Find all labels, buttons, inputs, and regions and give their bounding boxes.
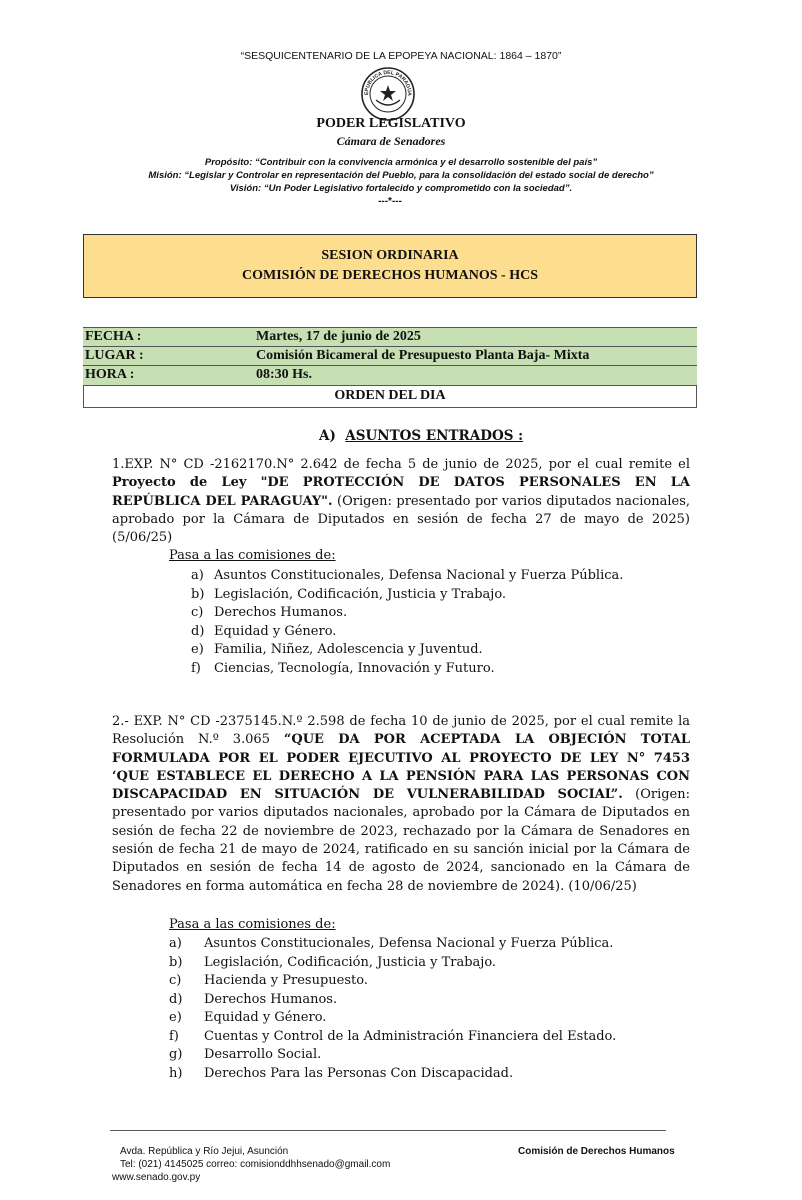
place-row [83, 347, 697, 367]
date-value: Martes, 17 de junio de 2025 [256, 329, 421, 344]
vision-statement: Visión: “Un Poder Legislativo fortalecido y comprometido con la sociedad”. [229, 183, 573, 194]
time-label: HORA : [85, 367, 135, 382]
commission-name: Equidad y Género. [204, 1010, 327, 1025]
item-2-resolution-title: “QUE DA POR ACEPTADA LA OBJECIÓN TOTAL FORMULADA POR EL PODER EJECUTIVO AL PROYECTO DE LEY N° 7453 ‘QUE ESTABLECE EL DERECHO A LA PENSIÓN PARA LAS PERSONAS CON DISCAPACIDAD EN SITUACIÓN DE VULNERABILIDAD SOCIAL”. [112, 732, 690, 803]
list-letter: e) [191, 642, 204, 657]
commission-name: Cuentas y Control de la Administración Financiera del Estado. [204, 1028, 617, 1044]
list-letter: d) [169, 991, 183, 1007]
item-1-referral-heading: Pasa a las comisiones de: [169, 548, 336, 563]
list-letter: f) [169, 1028, 179, 1044]
item-1-origin: (Origen: presentado por varios diputados nacionales, aprobado por la Cámara de Diputados en sesión de fecha 27 de mayo de 2025) (5/06/25) [112, 493, 690, 546]
commission-name: Equidad y Género. [214, 623, 337, 639]
list-letter: c) [191, 605, 204, 620]
item-1-paragraph [112, 456, 690, 547]
footer-address: Avda. República y Río Jejui, Asunción [120, 1146, 289, 1157]
commission-name: Ciencias, Tecnología, Innovación y Futuro. [214, 660, 495, 676]
session-info-table [83, 327, 697, 408]
list-letter: d) [191, 623, 205, 639]
item-2-paragraph [112, 713, 690, 896]
footer-divider [110, 1130, 666, 1131]
item-2-referral-heading: Pasa a las comisiones de: [169, 917, 336, 932]
purpose-statement: Propósito: “Contribuir con la convivencia armónica y el desarrollo sostenible del país” [204, 157, 598, 168]
item-2-origin: (Origen: presentado por varios diputados nacionales, aprobado por la Cámara de Diputados en sesión de fecha 22 de noviembre de 2023, rechazado por la Cámara de Senadores en sesión de fecha 21 de mayo de 2024, ratificado en su sanción inicial por la Cámara de Diputados en sesión de fecha 14 de agosto de 2024, sancionado en la Cámara de Senadores en forma automática en fecha 28 de noviembre de 2024). (10/06/25) [112, 787, 690, 894]
list-letter: b) [191, 586, 205, 602]
session-type: SESION ORDINARIA [321, 248, 459, 263]
time-row [83, 366, 697, 386]
item-2-intro: 2.- EXP. N° CD -2375145.N.º 2.598 de fecha 10 de junio de 2025, por el cual remite la Resolución N.º 3.065 [112, 714, 690, 748]
order-of-day-title: ORDEN DEL DIA [83, 386, 697, 408]
item-1-bill-title: Proyecto de Ley "DE PROTECCIÓN DE DATOS PERSONALES EN LA REPÚBLICA DEL PARAGUAY". [112, 475, 690, 509]
commission-name: Derechos Humanos. [214, 605, 348, 620]
separator: ---*--- [378, 196, 402, 207]
mission-statement: Misión: “Legislar y Controlar en representación del Pueblo, para la consolidación del estado social de derecho” [148, 170, 654, 181]
commission-name: Derechos Humanos. [204, 991, 338, 1007]
commission-name: Asuntos Constitucionales, Defensa Nacional y Fuerza Pública. [214, 568, 624, 583]
commission-name: Derechos Para las Personas Con Discapacidad. [204, 1065, 514, 1081]
svg-text:REPUBLICA DEL PARAGUAY: EPUBLICA DEL PARAGUA [363, 69, 413, 96]
commission-name: Familia, Niñez, Adolescencia y Juventud. [214, 642, 483, 657]
list-letter: g) [169, 1047, 183, 1062]
list-letter: e) [169, 1010, 182, 1025]
commission-name: Asuntos Constitucionales, Defensa Nacional y Fuerza Pública. [204, 936, 614, 951]
commission-name: Legislación, Codificación, Justicia y Trabajo. [204, 954, 497, 970]
list-letter: a) [169, 936, 182, 951]
institution-title: PODER LEGISLATIVO [316, 116, 466, 131]
date-row [83, 327, 697, 347]
section-title: ASUNTOS ENTRADOS : [345, 428, 524, 444]
time-value: 08:30 Hs. [256, 367, 312, 382]
list-letter: f) [191, 660, 201, 676]
chamber-name: Cámara de Senadores [336, 134, 446, 148]
list-letter: a) [191, 568, 204, 583]
national-seal-icon [360, 66, 416, 122]
list-letter: b) [169, 954, 183, 970]
footer-website-link[interactable]: www.senado.gov.py [112, 1172, 201, 1183]
item-1-intro: 1.EXP. N° CD -2162170.N° 2.642 de fecha 5 de junio de 2025, por el cual remite el [112, 457, 690, 472]
section-prefix: A) [319, 428, 336, 444]
commission-name: Hacienda y Presupuesto. [204, 973, 368, 988]
date-label: FECHA : [85, 329, 142, 344]
commission-name: Legislación, Codificación, Justicia y Trabajo. [214, 586, 507, 602]
place-label: LUGAR : [85, 347, 144, 363]
commission-name: Desarrollo Social. [204, 1047, 322, 1062]
section-heading [319, 428, 523, 444]
committee-name: COMISIÓN DE DERECHOS HUMANOS - HCS [242, 268, 538, 283]
session-box [83, 234, 697, 298]
footer-contact: Tel: (021) 4145025 correo: comisionddhhsenado@gmail.com [120, 1159, 391, 1170]
place-value: Comisión Bicameral de Presupuesto Planta Baja- Mixta [256, 347, 590, 363]
list-letter: c) [169, 973, 182, 988]
list-letter: h) [169, 1065, 183, 1081]
tagline: “SESQUICENTENARIO DE LA EPOPEYA NACIONAL: 1864 – 1870” [240, 50, 562, 62]
footer-committee: Comisión de Derechos Humanos [518, 1146, 675, 1157]
